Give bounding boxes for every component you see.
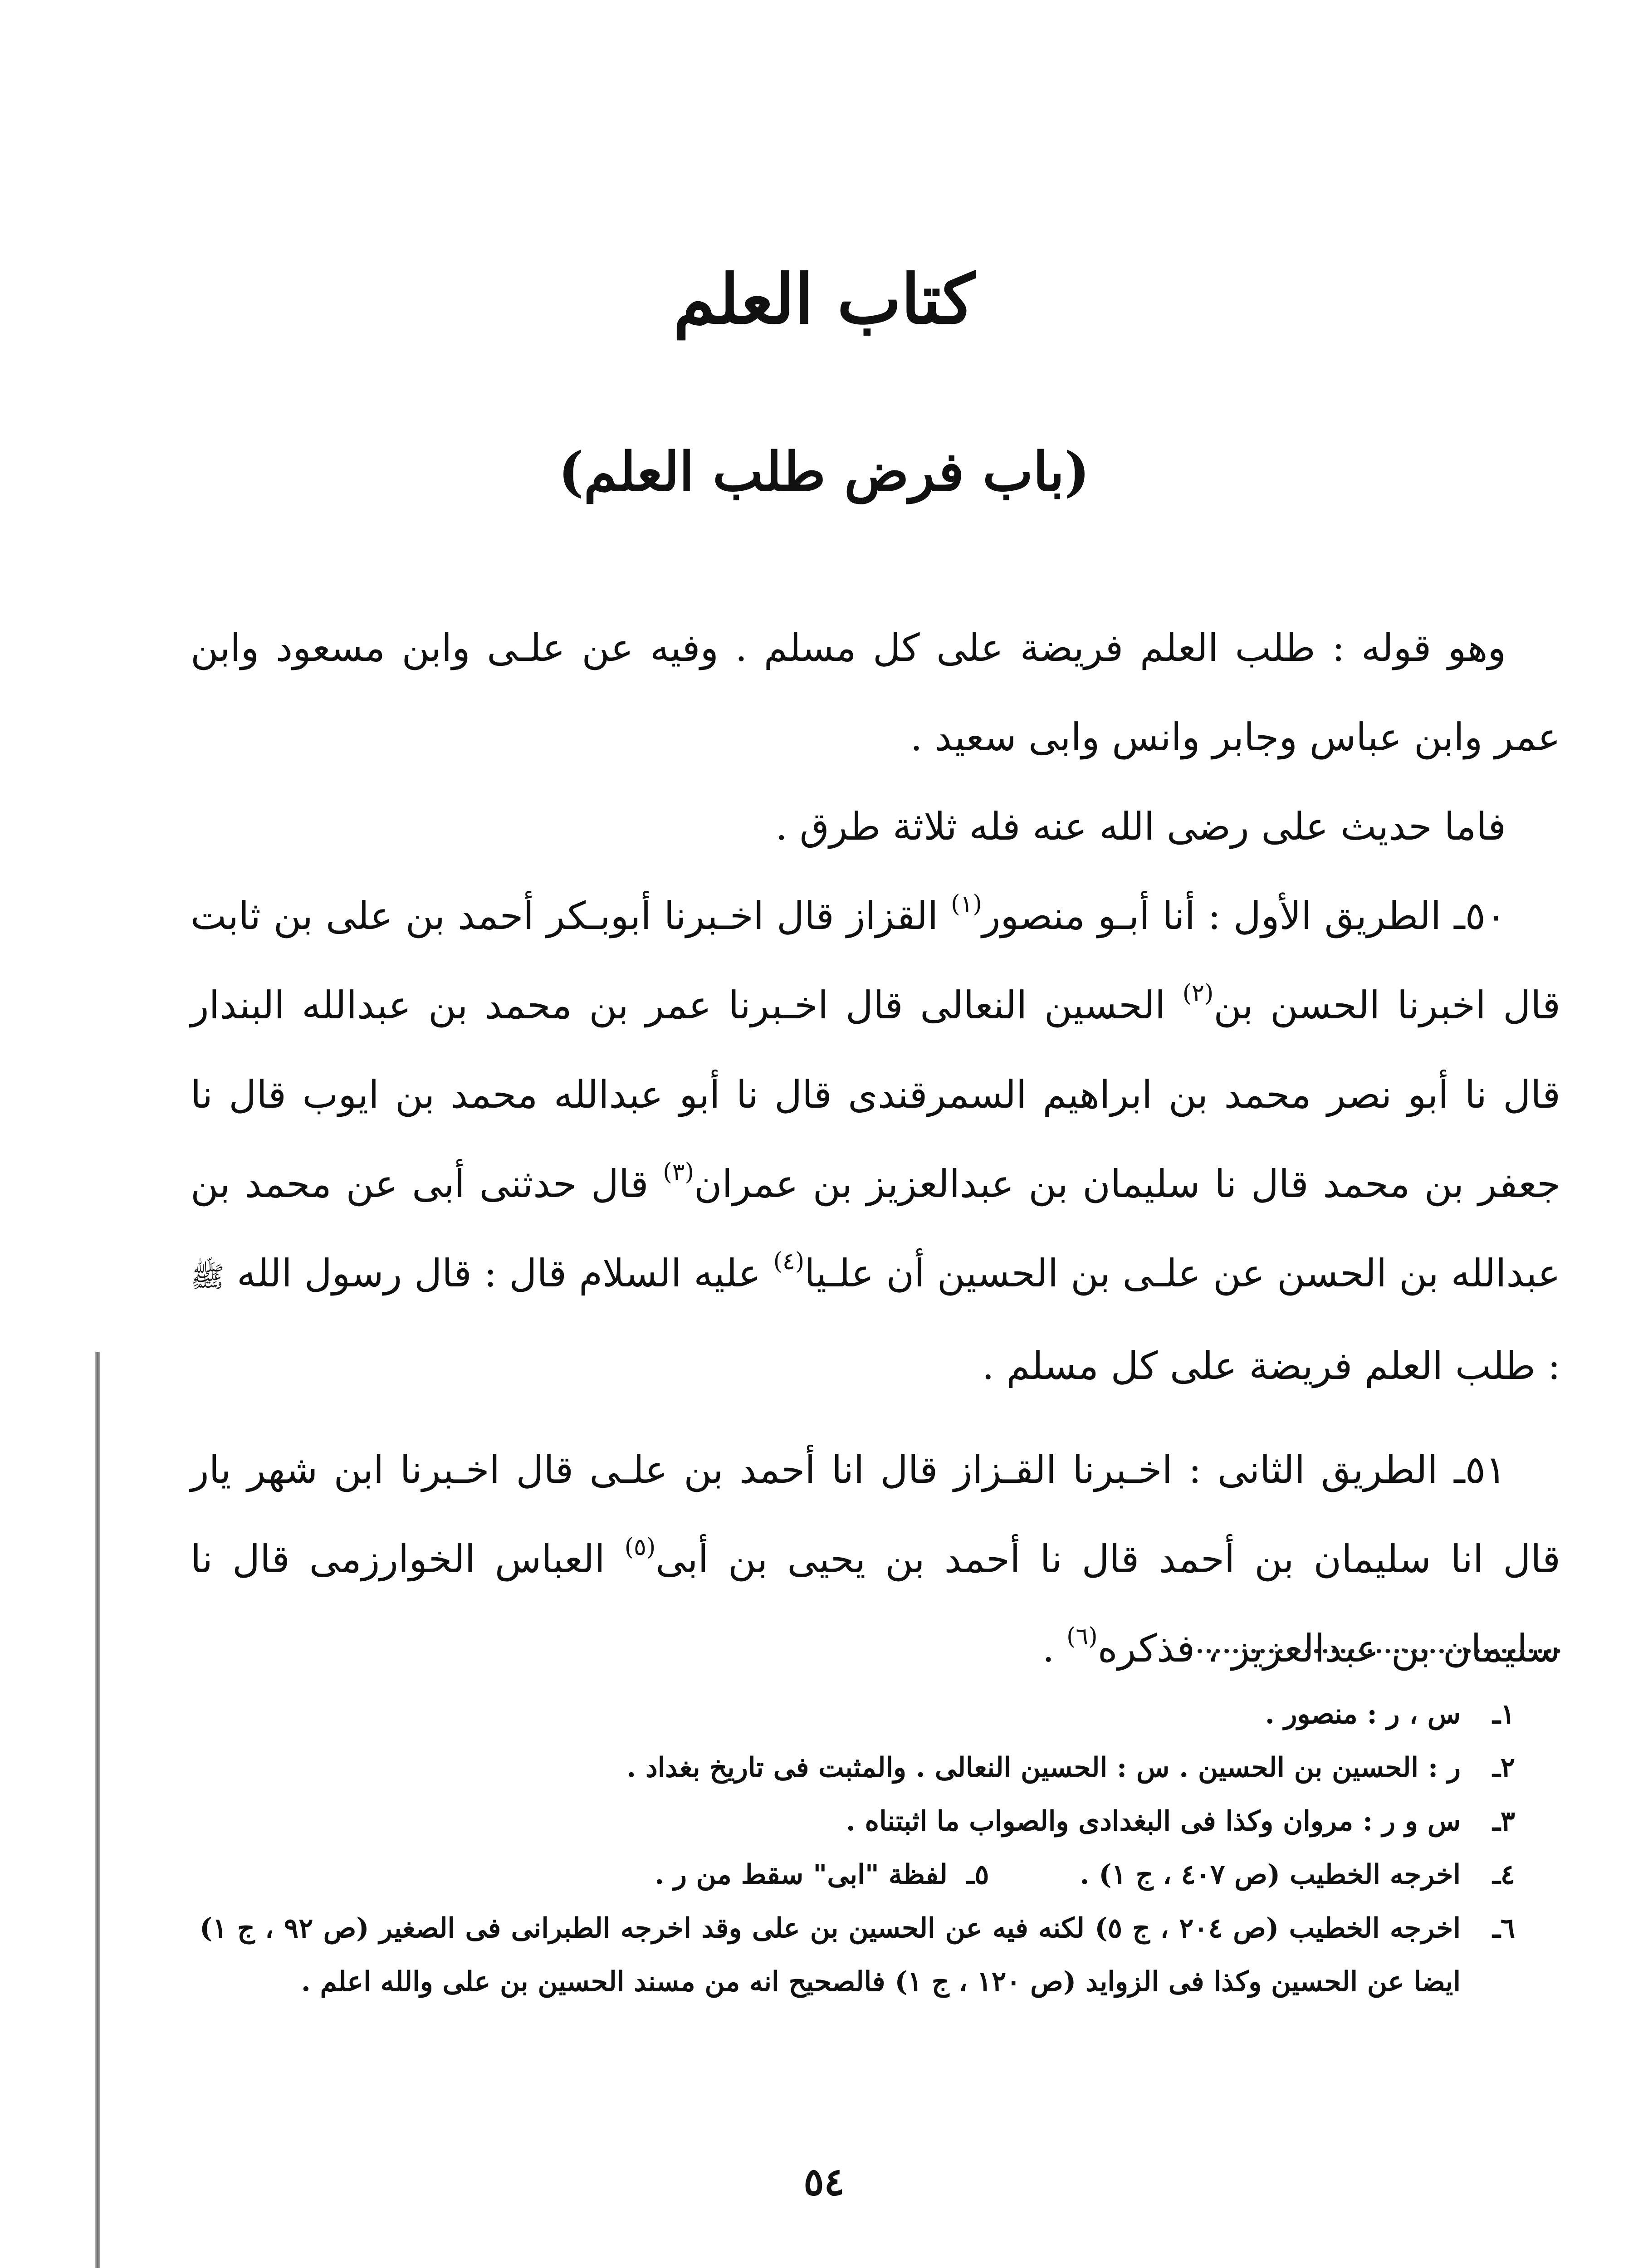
- footnote-number: ٣ـ: [1492, 1805, 1515, 1837]
- page-number: ٥٤: [803, 2159, 845, 2204]
- footnote-4-and-5: [200, 1848, 1515, 1901]
- hadith-50-part-a: ٥٠ـ الطريق الأول : أنا أبـو منصور: [982, 894, 1506, 938]
- chapter-title: كتاب العلم: [673, 259, 975, 339]
- footnote-text: س و ر : مروان وكذا فى البغدادى والصواب ما اثبتناه .: [846, 1805, 1461, 1837]
- hadith-50-part-e: عليه السلام قال : قال رسول الله: [224, 1251, 773, 1295]
- section-title: (باب فرض طلب العلم): [558, 440, 1090, 503]
- footnote-text: اخرجه الخطيب (ص ٢٠٤ ، ج ٥) لكنه فيه عن الحسين بن على وقد اخرجه الطبرانى فى الصغير (ص ٩٢ ، ج ١) ايضا عن الحسين وكذا فى الزوايد (ص ١٢٠ ، ج ١) فالصحيح انه من مسند الحسين بن على والله اعلم .: [200, 1912, 1461, 1998]
- footnote-ref-3: (٣): [663, 1158, 694, 1186]
- hadith-50-part-d: قال حدثنى أبى عن محمد بن عبدالله بن الحسن عن علـى بن الحسين أن علـيا: [191, 1162, 1560, 1295]
- footnote-ref-5: (٥): [624, 1534, 656, 1561]
- hadith-50-part-c: الحسين النعالى قال اخـبرنا عمر بن محمد بن عبدالله البندار قال نا أبو نصر محمد بن ابراهيم السمرقندى قال نا أبو عبدالله محمد بن ايوب قال نا جعفر بن محمد قال نا سليمان بن عبدالعزيز بن عمران: [191, 983, 1561, 1206]
- hadith-51-part-a: ٥١ـ الطريق الثانى : اخـبرنا القـزاز قال انا أحمد بن علـى قال اخـبرنا ابن شهر يار قال انا سليمان بن أحمد قال نا أحمد بن يحيى بن أبى: [191, 1447, 1561, 1581]
- footnote-text: [200, 1848, 1461, 1901]
- hadith-50-paragraph: [191, 871, 1560, 1411]
- footnotes: [200, 1687, 1515, 2009]
- salutation-ligature: ﷺ: [191, 1260, 225, 1293]
- footnote-number: ٤ـ: [1492, 1859, 1515, 1891]
- footnote-ref-2: (٢): [1182, 980, 1214, 1007]
- paths-paragraph: [191, 782, 1560, 871]
- footnote-3: [200, 1794, 1515, 1848]
- footnote-text: س ، ر : منصور .: [1265, 1698, 1461, 1730]
- footnote-number: ١ـ: [1492, 1698, 1515, 1730]
- hadith-50-part-b: القزاز قال اخـبرنا أبوبـكر أحمد بن على بن ثابت قال اخبرنا الحسن بن: [191, 894, 1560, 1027]
- paths-line: فاما حديث على رضى الله عنه فله ثلاثة طرق .: [775, 804, 1506, 849]
- hadith-51-part-c: .: [1042, 1626, 1067, 1671]
- footnote-separator: [1198, 1649, 1560, 1653]
- footnote-number: ٢ـ: [1492, 1752, 1515, 1784]
- footnote-5-text: لفظة "ابى" سقط من ر .: [655, 1859, 948, 1891]
- footnote-ref-4: (٤): [773, 1248, 805, 1275]
- footnote-ref-1: (١): [951, 890, 982, 918]
- footnote-1: [200, 1687, 1515, 1741]
- scan-edge-shadow: [95, 1352, 100, 2268]
- intro-paragraph: [191, 603, 1560, 782]
- intro-line-1: وهو قوله : طلب العلم فريضة على كل مسلم . وفيه عن علـى وابن مسعود وابن: [191, 626, 1506, 670]
- footnote-4-text: اخرجه الخطيب (ص ٤٠٧ ، ج ١) .: [1080, 1859, 1461, 1891]
- hadith-51-part-b: العباس الخوارزمى قال نا سليمان بن عبدالعزيز ، فذكره: [191, 1537, 1560, 1671]
- footnote-2: [200, 1741, 1515, 1794]
- footnote-6: [200, 1901, 1515, 2009]
- footnote-text: ر : الحسين بن الحسين . س : الحسين النعالى . والمثبت فى تاريخ بغداد .: [626, 1752, 1461, 1784]
- hadith-50-part-f: : طلب العلم فريضة على كل مسلم .: [982, 1344, 1560, 1388]
- footnote-ref-6: (٦): [1066, 1623, 1098, 1650]
- footnote-number: ٦ـ: [1492, 1912, 1515, 1944]
- intro-line-2: عمر وابن عباس وجابر وانس وابى سعيد .: [910, 715, 1560, 759]
- main-text: [191, 603, 1560, 1693]
- footnote-5-number: ٥ـ: [966, 1859, 989, 1891]
